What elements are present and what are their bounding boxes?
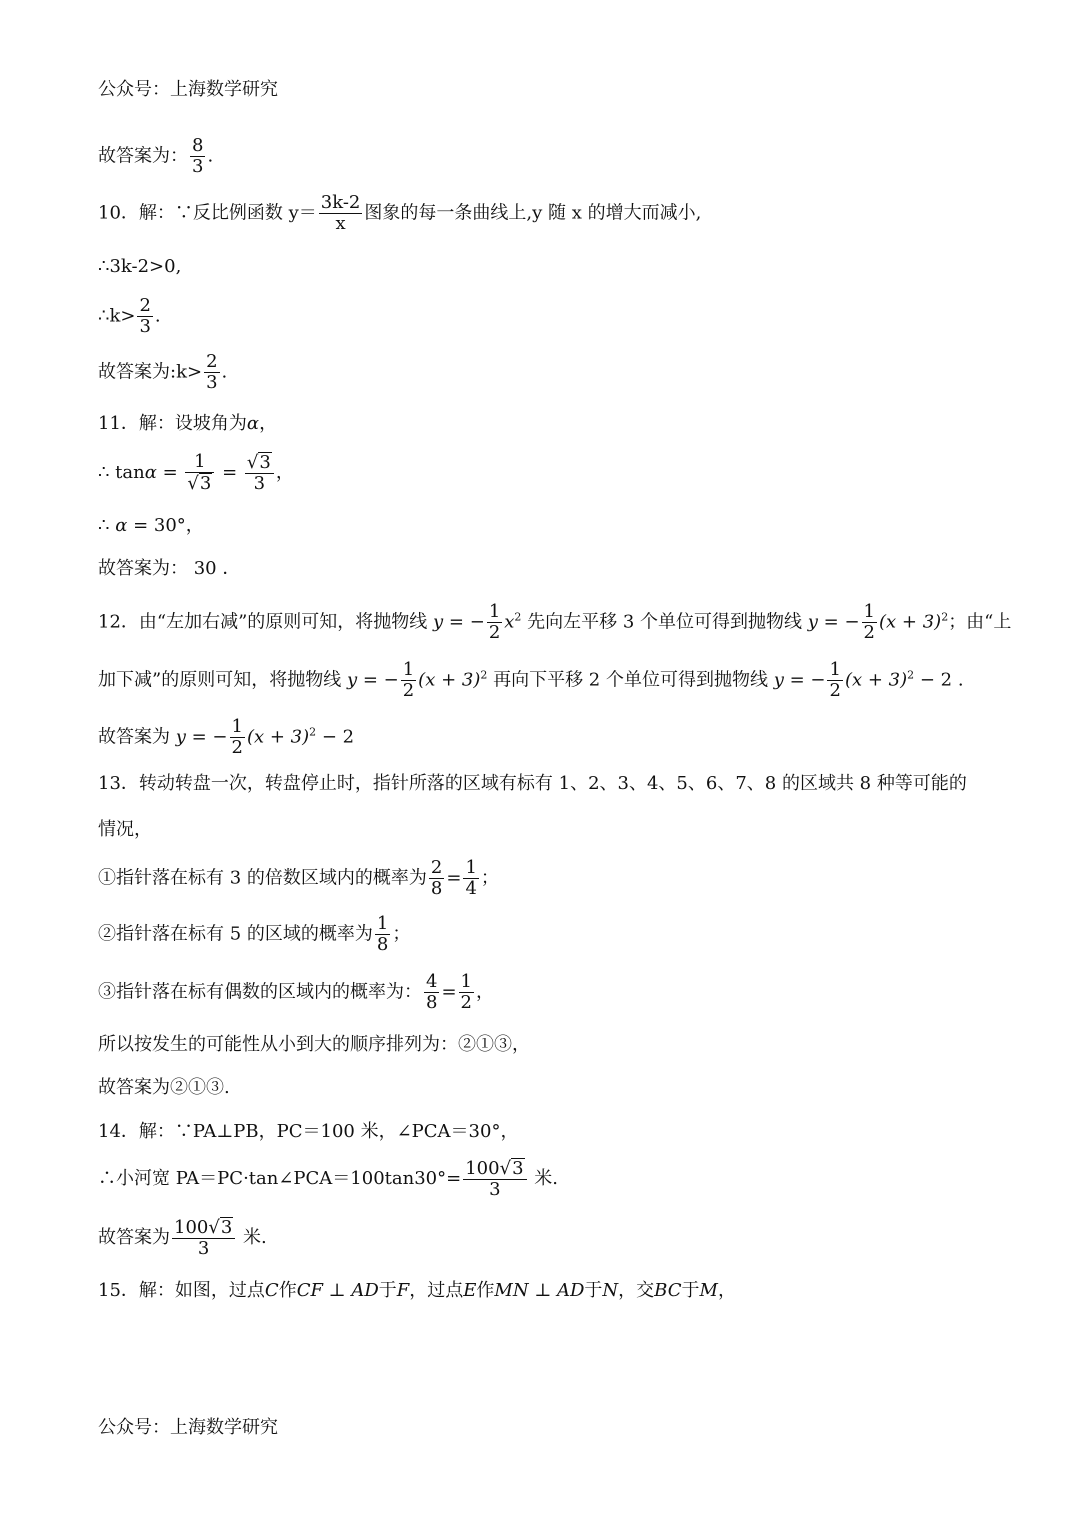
page-footer: 公众号：上海数学研究 — [98, 1417, 278, 1438]
solution-10-line-1 — [98, 193, 701, 234]
segment-cf: CF — [296, 1280, 323, 1301]
point-n: N — [602, 1280, 619, 1301]
solution-15-line-1 — [98, 1279, 736, 1303]
fraction: $\frac{1}{2}$ — [863, 601, 875, 643]
text: = − — [185, 726, 228, 748]
text: 故答案为:k> — [98, 361, 203, 383]
text: . — [154, 305, 161, 327]
solution-14-line-1: 14．解：∵PA⊥PB，PC＝100 米，∠PCA＝30°， — [98, 1121, 519, 1142]
var-y: y — [807, 611, 818, 633]
text: 先向左平移 3 个单位可得到抛物线 — [521, 611, 808, 633]
text: 12．由“左加右减”的原则可知，将抛物线 — [98, 611, 434, 633]
fraction: $\frac{8}{3}$ — [192, 135, 204, 177]
text: ， — [717, 1280, 736, 1301]
answer-line-10 — [98, 352, 227, 393]
fraction: $\frac{4}{8}$ — [426, 971, 438, 1013]
text: ①指针落在标有 3 的倍数区域内的概率为 — [98, 867, 427, 889]
answer-line-14 — [98, 1217, 267, 1259]
fraction: $\frac{3k-2}{x}$ — [320, 192, 361, 234]
alpha: α — [246, 413, 260, 434]
exponent: 2 — [907, 668, 915, 682]
solution-13-line-6: 所以按发生的可能性从小到大的顺序排列为：②①③， — [98, 1034, 530, 1055]
var-x: x — [504, 611, 515, 633]
point-m: M — [699, 1280, 718, 1301]
solution-11-line-3 — [98, 514, 204, 538]
text: 10．解：∵反比例函数 y＝ — [98, 202, 317, 224]
solution-13-line-3 — [98, 858, 499, 899]
text: = — [216, 461, 243, 483]
paren-expr: (x + 3) — [844, 669, 908, 691]
fraction: $\frac{1}{2}$ — [829, 659, 841, 701]
perp-symbol: ⊥ — [322, 1280, 352, 1301]
fraction: $\frac{1}{2}$ — [402, 659, 415, 701]
text: 15．解：如图，过点 — [98, 1280, 265, 1301]
answer-line-12 — [98, 717, 354, 758]
answer-line-11: 故答案为： 30 ． — [98, 558, 241, 579]
text: = − — [443, 611, 485, 633]
text: ， — [476, 981, 494, 1003]
fraction: $\frac{1}{8}$ — [376, 913, 389, 955]
text: ∴ tan — [98, 461, 145, 483]
fraction: $\frac{1}{2}$ — [460, 971, 472, 1013]
paren-expr: (x + 3) — [246, 726, 310, 748]
solution-13-line-4 — [98, 914, 410, 955]
text: = 30°， — [127, 515, 204, 536]
solution-12-line-1 — [98, 602, 1011, 643]
text: ∴ — [98, 515, 116, 536]
text: ， — [259, 413, 278, 434]
point-e: E — [463, 1280, 477, 1301]
text: − 2 . — [914, 669, 964, 691]
text: . — [207, 145, 214, 167]
text: ，过点 — [409, 1280, 464, 1301]
solution-10-line-2: ∴3k-2>0, — [98, 256, 182, 277]
text: 于 — [681, 1280, 700, 1301]
solution-13-line-2: 情况， — [98, 819, 152, 840]
text: ， — [275, 461, 294, 483]
text: 故答案为 — [98, 1226, 170, 1248]
exponent: 2 — [309, 725, 317, 739]
text: 米. — [528, 1167, 558, 1189]
answer-line-9 — [98, 136, 213, 177]
paren-expr: (x + 3) — [418, 669, 481, 691]
solution-13-line-1: 13．转动转盘一次，转盘停止时，指针所落的区域有标有 1、2、3、4、5、6、7、8 的区域共 8 种等可能的 — [98, 773, 967, 794]
fraction: $\frac{2}{3}$ — [206, 351, 218, 393]
text: ②指针落在标有 5 的区域的概率为 — [98, 923, 373, 945]
text: 故答案为 — [98, 726, 176, 748]
fraction: $\frac{2}{8}$ — [430, 857, 443, 899]
text: ；由“上 — [948, 611, 1012, 633]
exponent: 2 — [480, 668, 488, 682]
text: 于 — [584, 1280, 603, 1301]
text: 于 — [378, 1280, 397, 1301]
alpha: α — [144, 461, 157, 483]
text: ； — [392, 923, 411, 945]
text: 米. — [237, 1226, 267, 1248]
solution-14-line-2 — [98, 1158, 558, 1200]
var-y: y — [773, 669, 784, 691]
paren-expr: (x + 3) — [879, 611, 942, 633]
var-y: y — [175, 726, 186, 748]
solution-12-line-2 — [98, 660, 964, 701]
point-c: C — [264, 1280, 279, 1301]
text: 作 — [476, 1280, 495, 1301]
text: ； — [480, 867, 499, 889]
text: = − — [357, 669, 399, 691]
alpha: α — [115, 515, 128, 536]
text: . — [221, 361, 228, 383]
segment-ad: AD — [556, 1280, 585, 1301]
fraction: $\frac{100√3}{3}$ — [463, 1158, 526, 1200]
text: = − — [783, 669, 826, 691]
text: ，交 — [618, 1280, 655, 1301]
perp-symbol: ⊥ — [528, 1280, 557, 1301]
text: 作 — [278, 1280, 297, 1301]
text: ∴小河宽 PA＝PC·tan∠PCA＝100tan30°= — [98, 1167, 462, 1189]
fraction: $\frac{1}{√3}$ — [185, 452, 214, 494]
fraction: $\frac{1}{2}$ — [488, 601, 501, 643]
text: = — [156, 461, 184, 483]
fraction: $\frac{100√3}{3}$ — [172, 1217, 235, 1259]
fraction: $\frac{1}{4}$ — [465, 857, 477, 899]
text: 故答案为： — [98, 145, 188, 167]
text: ③指针落在标有偶数的区域内的概率为： — [98, 981, 422, 1003]
solution-10-line-3 — [98, 296, 161, 337]
text: = — [441, 981, 457, 1003]
var-y: y — [346, 669, 358, 691]
fraction: $\frac{1}{2}$ — [231, 716, 243, 758]
text: 再向下平移 2 个单位可得到抛物线 — [487, 669, 774, 691]
page-header: 公众号：上海数学研究 — [98, 79, 278, 100]
text: = — [446, 867, 462, 889]
solution-11-line-1 — [98, 412, 277, 436]
answer-line-13: 故答案为②①③. — [98, 1077, 230, 1098]
exponent: 2 — [514, 610, 522, 624]
fraction: $\frac{√3}{3}$ — [245, 452, 274, 494]
text: 11．解：设坡角为 — [98, 413, 247, 434]
text: 图象的每一条曲线上,y 随 x 的增大而减小, — [364, 202, 702, 224]
segment-mn: MN — [494, 1280, 529, 1301]
text: ∴k> — [98, 305, 136, 327]
segment-ad: AD — [351, 1280, 379, 1301]
var-y: y — [433, 611, 444, 633]
exponent: 2 — [941, 610, 949, 624]
solution-13-line-5 — [98, 972, 494, 1013]
segment-bc: BC — [654, 1280, 682, 1301]
text: − 2 — [316, 726, 355, 748]
text: 加下减”的原则可知，将抛物线 — [98, 669, 347, 691]
solution-11-line-2 — [98, 452, 294, 494]
text: = − — [817, 611, 860, 633]
point-f: F — [396, 1280, 410, 1301]
fraction: $\frac{2}{3}$ — [139, 295, 151, 337]
